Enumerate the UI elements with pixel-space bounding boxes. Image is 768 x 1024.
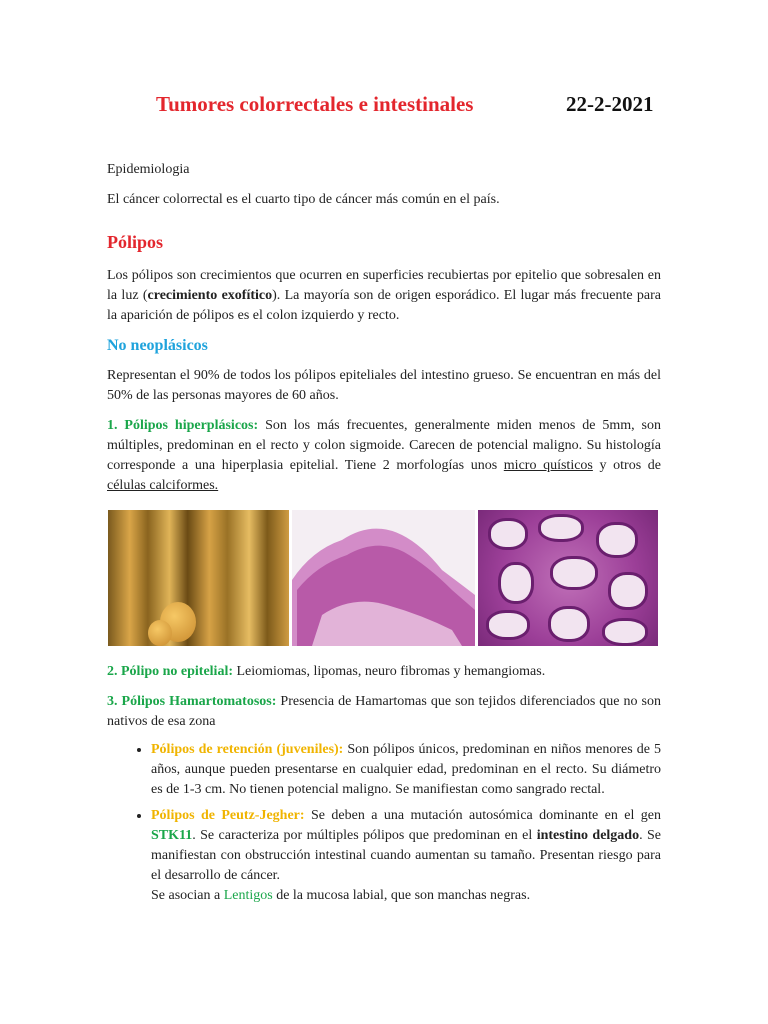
list-item-retencion: [151, 740, 661, 800]
intro-text: Los pólipos son crecimientos que ocurren en superficies recubiertas por epitelio que sobresalen en la luz (: [107, 268, 661, 303]
peutz-text-5: de la mucosa labial, que son manchas negras.: [272, 888, 531, 903]
retencion-label: Pólipos de retención (juveniles):: [151, 742, 344, 757]
item3-label: 3. Pólipos Hamartomatosos:: [107, 694, 277, 709]
peutz-text-3: . Se manifiestan con obstrucción intestinal cuando aumentan su tamaño. Presentan riesgo para el desarrollo de cáncer.: [151, 828, 662, 883]
hamartomatosos-list: [107, 740, 661, 906]
epidemiologia-text: El cáncer colorrectal es el cuarto tipo de cáncer más común en el país.: [107, 192, 500, 207]
no-neoplasicos-heading: No neoplásicos: [107, 337, 208, 354]
no-neoplasicos-text: Representan el 90% de todos los pólipos epiteliales del intestino grueso. Se encuentran en más del 50% de las personas mayores de 60 años.: [107, 368, 661, 403]
peutz-lentigos: Lentigos: [223, 888, 273, 903]
item1-text: Son los más frecuentes, generalmente miden menos de 5mm, son múltiples, predominan en el recto y colon sigmoide. Carecen de potencial maligno. Su histología corresponde a una hiperplasia epitelial. Tiene 2 morfologías unos: [107, 418, 661, 473]
item-hiperplasicos: [107, 416, 661, 496]
peutz-label: Pólipos de Peutz-Jegher:: [151, 808, 305, 823]
histology-images: [108, 510, 661, 646]
document-body: [107, 160, 661, 912]
endoscopy-image: [108, 510, 289, 646]
histology-image-low: [292, 510, 475, 646]
item1-underline-1: micro quísticos: [503, 458, 593, 473]
peutz-text-1: Se deben a una mutación autosómica dominante en el gen: [304, 808, 662, 823]
intro-text-end: ). La mayoría son de origen esporádico. El lugar más frecuente para la aparición de pólipos es el colon izquierdo y recto.: [107, 288, 661, 323]
item-no-epitelial: [107, 662, 661, 682]
item3-text: Presencia de Hamartomas que son tejidos diferenciados que no son nativos de esa zona: [107, 694, 661, 729]
item2-label: 2. Pólipo no epitelial:: [107, 664, 233, 679]
intro-bold: crecimiento exofítico: [147, 288, 273, 303]
retencion-text: Son pólipos únicos, predominan en niños menores de 5 años, aunque pueden presentarse en cualquier edad, predominan en el recto. Su diámetro es de 1-3 cm. No tienen potencial maligno. Se manifiestan como sangrado rectal.: [151, 742, 661, 797]
peutz-text-4: Se asocian a: [151, 888, 224, 903]
polipos-heading: Pólipos: [107, 232, 164, 252]
peutz-gene: STK11: [151, 828, 193, 843]
document-date: 22-2-2021: [566, 92, 654, 116]
epidemiologia-heading: Epidemiologia: [107, 162, 190, 177]
list-item-peutz: [151, 806, 661, 906]
document-title: Tumores colorrectales e intestinales: [156, 92, 474, 116]
item1-label: 1. Pólipos hiperplásicos:: [107, 418, 259, 433]
histology-image-high: [478, 510, 658, 646]
polipos-intro: [107, 266, 661, 326]
title-row: [0, 92, 768, 124]
item2-text: Leiomiomas, lipomas, neuro fibromas y hemangiomas.: [233, 664, 546, 679]
peutz-text-2: . Se caracteriza por múltiples pólipos que predominan en el: [192, 828, 537, 843]
peutz-bold: intestino delgado: [536, 828, 640, 843]
item1-mid: y otros de: [592, 458, 661, 473]
item-hamartomatosos: [107, 692, 661, 732]
item1-underline-2: células calciformes.: [107, 478, 219, 493]
